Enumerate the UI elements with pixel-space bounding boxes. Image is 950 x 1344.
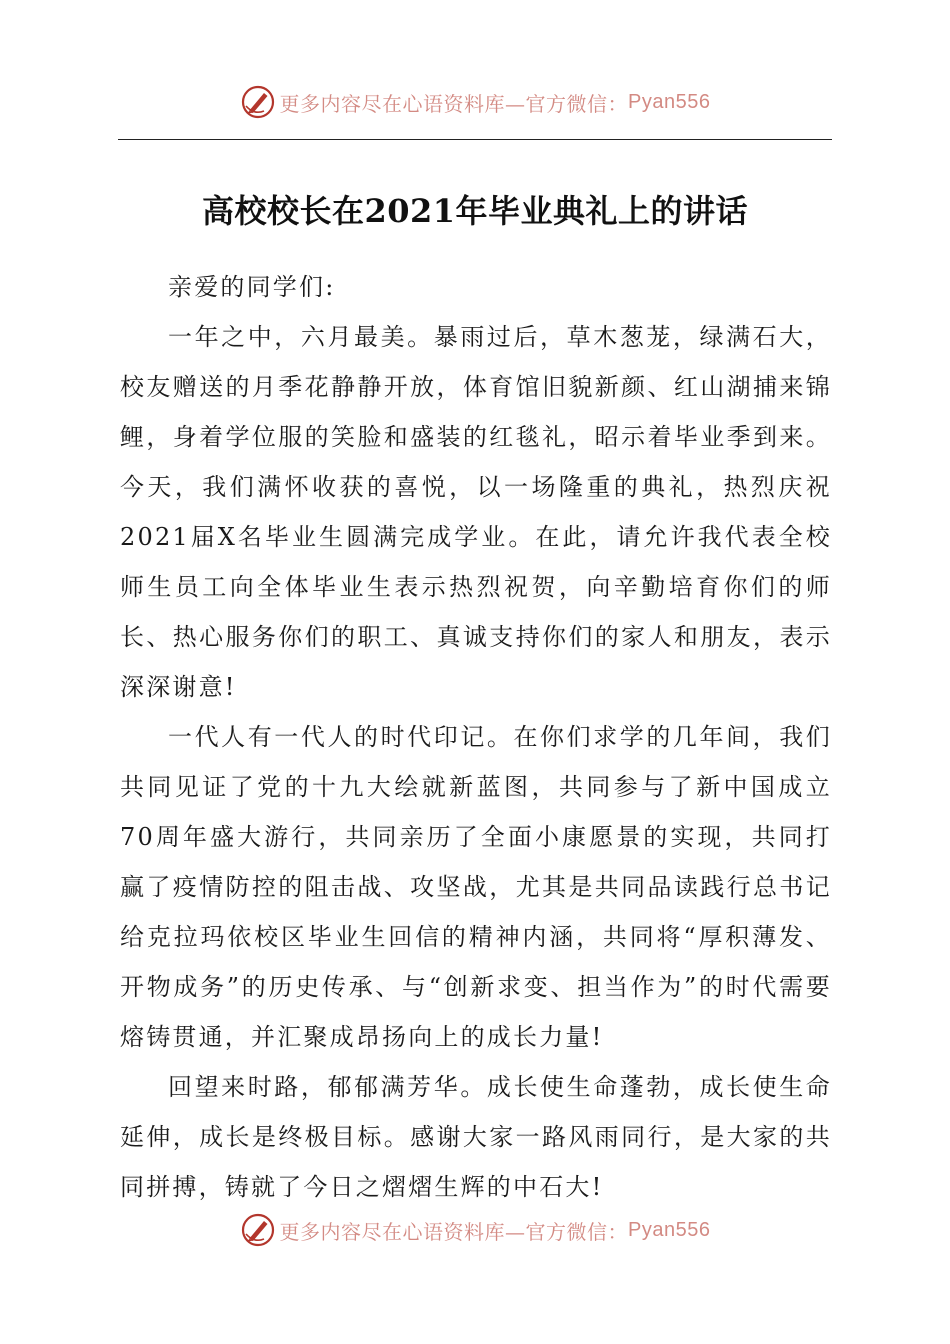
- salutation: 亲爱的同学们:: [168, 273, 336, 301]
- pen-logo-icon: [240, 84, 276, 120]
- footer-banner: [0, 1208, 950, 1252]
- paragraph: 回望来时路，郁郁满芳华。成长使生命蓬勃，成长使生命延伸，成长是终极目标。感谢大家一路风雨同行，是大家的共同拼搏，铸就了今日之熠熠生辉的中石大!: [120, 1073, 832, 1201]
- banner-text: 更多内容尽在心语资料库—官方微信：: [279, 91, 629, 116]
- document-body: [120, 262, 832, 1212]
- header-divider: [118, 139, 832, 140]
- banner-text: 更多内容尽在心语资料库—官方微信：: [279, 1219, 629, 1244]
- wechat-id: Pyan556: [628, 90, 711, 113]
- header-banner: [0, 80, 950, 124]
- pen-logo-icon: [240, 1212, 276, 1248]
- wechat-id: Pyan556: [628, 1218, 711, 1241]
- paragraph: 一年之中，六月最美。暴雨过后，草木葱茏，绿满石大，校友赠送的月季花静静开放，体育馆旧貌新颜、红山湖捕来锦鲤，身着学位服的笑脸和盛装的红毯礼，昭示着毕业季到来。今天，我们满怀收获的喜悦，以一场隆重的典礼，热烈庆祝2021届X名毕业生圆满完成学业。在此，请允许我代表全校师生员工向全体毕业生表示热烈祝贺，向辛勤培育你们的师长、热心服务你们的职工、真诚支持你们的家人和朋友，表示深深谢意!: [120, 323, 832, 701]
- paragraph: 一代人有一代人的时代印记。在你们求学的几年间，我们共同见证了党的十九大绘就新蓝图，共同参与了新中国成立70周年盛大游行，共同亲历了全面小康愿景的实现，共同打赢了疫情防控的阻击战、攻坚战，尤其是共同品读践行总书记给克拉玛依校区毕业生回信的精神内涵，共同将“厚积薄发、开物成务”的历史传承、与“创新求变、担当作为”的时代需要熔铸贯通，并汇聚成昂扬向上的成长力量!: [120, 723, 832, 1051]
- document-title: 高校校长在2021年毕业典礼上的讲话: [201, 192, 749, 230]
